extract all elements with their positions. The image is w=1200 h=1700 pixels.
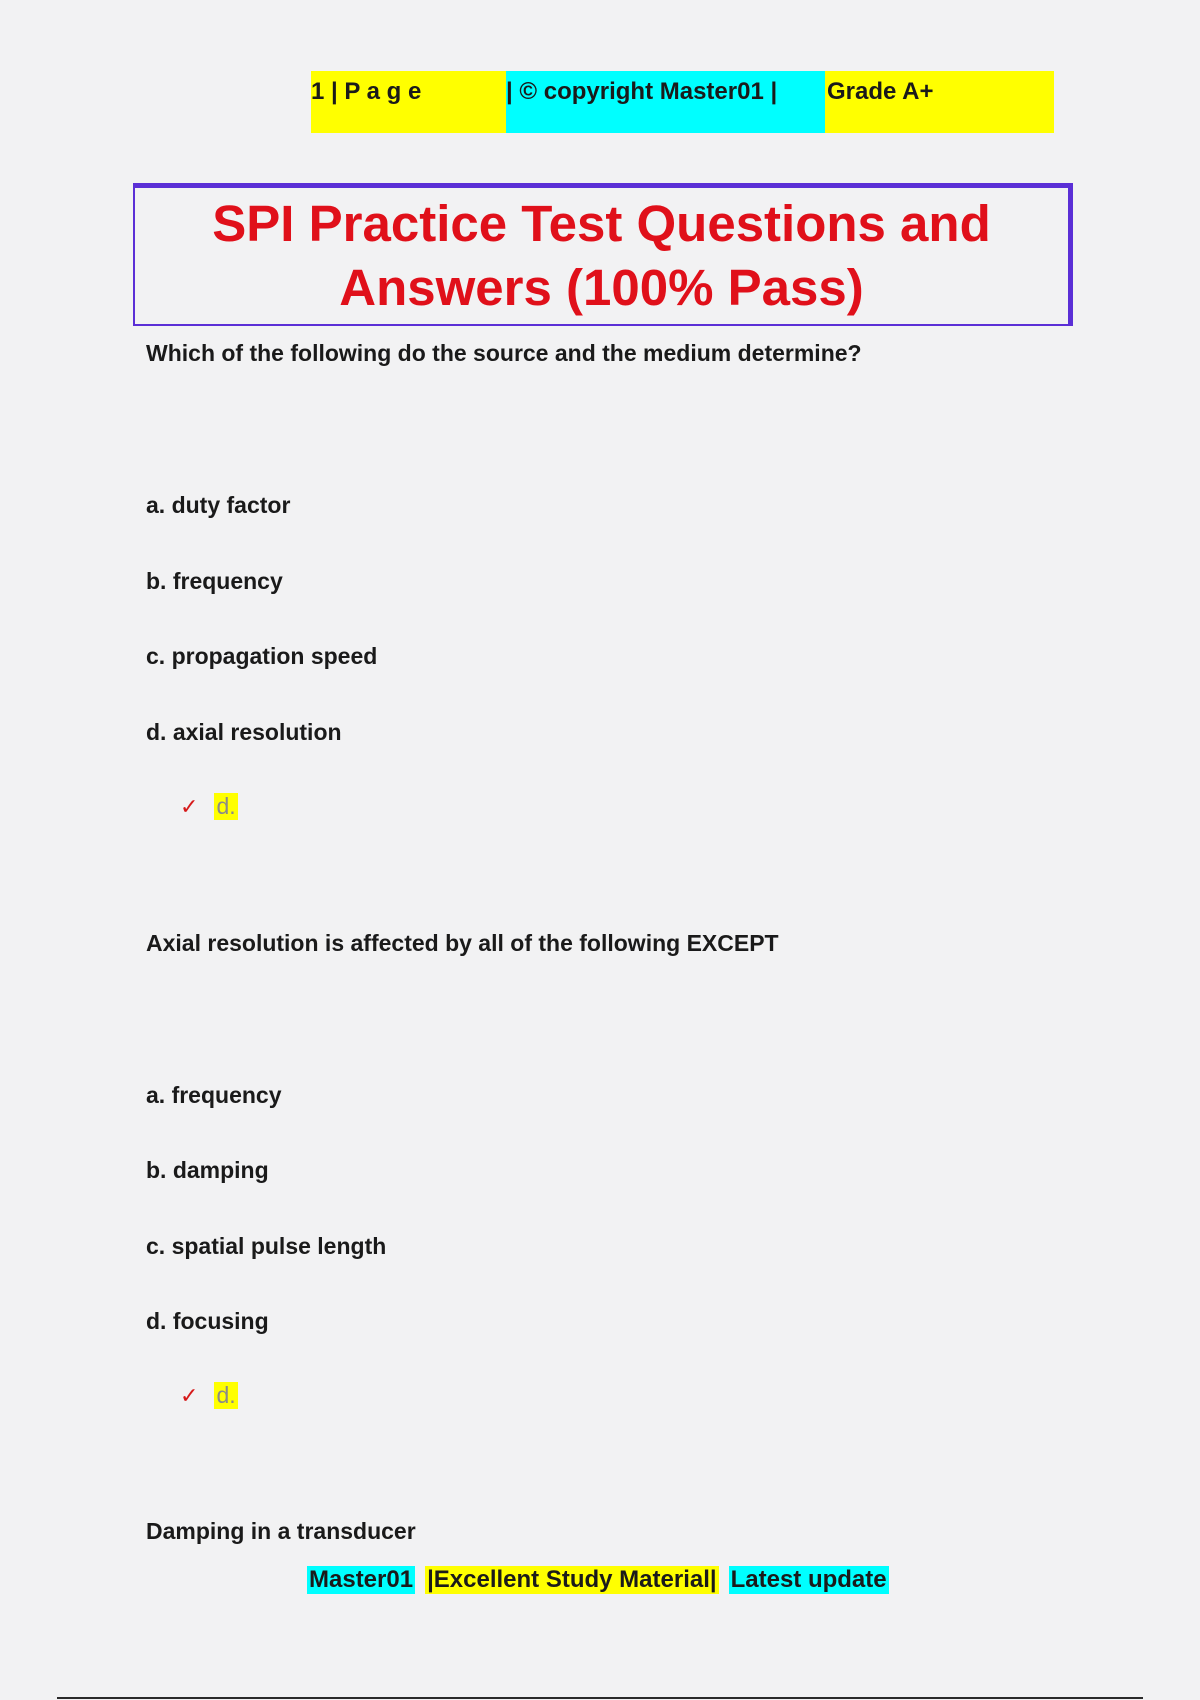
question-2-answer	[180, 1382, 238, 1409]
question-1-option-d: d. axial resolution	[146, 719, 342, 745]
checkmark-icon: ✓	[180, 793, 199, 819]
document-title: SPI Practice Test Questions and Answers (100% Pass)	[212, 195, 991, 316]
grade-label: Grade A+	[825, 71, 1054, 133]
footer-material: |Excellent Study Material|	[427, 1566, 717, 1593]
question-2-option-d: d. focusing	[146, 1308, 269, 1334]
copyright-label: | © copyright Master01 |	[506, 71, 825, 133]
page-number-label: 1 | P a g e	[311, 71, 506, 133]
question-2-answer-value: d.	[216, 1382, 236, 1408]
footer-update: Latest update	[730, 1566, 887, 1593]
title-box	[133, 183, 1073, 326]
question-1-option-a: a. duty factor	[146, 492, 291, 518]
question-1-answer-value: d.	[216, 793, 236, 819]
page-header	[311, 71, 1054, 133]
footer-author: Master01	[309, 1566, 414, 1593]
checkmark-icon: ✓	[180, 1382, 199, 1408]
question-2-option-c: c. spatial pulse length	[146, 1233, 387, 1259]
bottom-divider	[57, 1697, 1143, 1699]
question-2-prompt: Axial resolution is affected by all of the following EXCEPT	[146, 930, 779, 956]
question-2-option-b: b. damping	[146, 1157, 269, 1183]
page-footer	[307, 1566, 889, 1594]
question-2-option-a: a. frequency	[146, 1082, 282, 1108]
question-1-option-c: c. propagation speed	[146, 643, 378, 669]
question-1-option-b: b. frequency	[146, 568, 283, 594]
question-1-prompt: Which of the following do the source and the medium determine?	[146, 340, 862, 366]
question-1-answer	[180, 793, 238, 820]
question-3-prompt: Damping in a transducer	[146, 1518, 416, 1544]
